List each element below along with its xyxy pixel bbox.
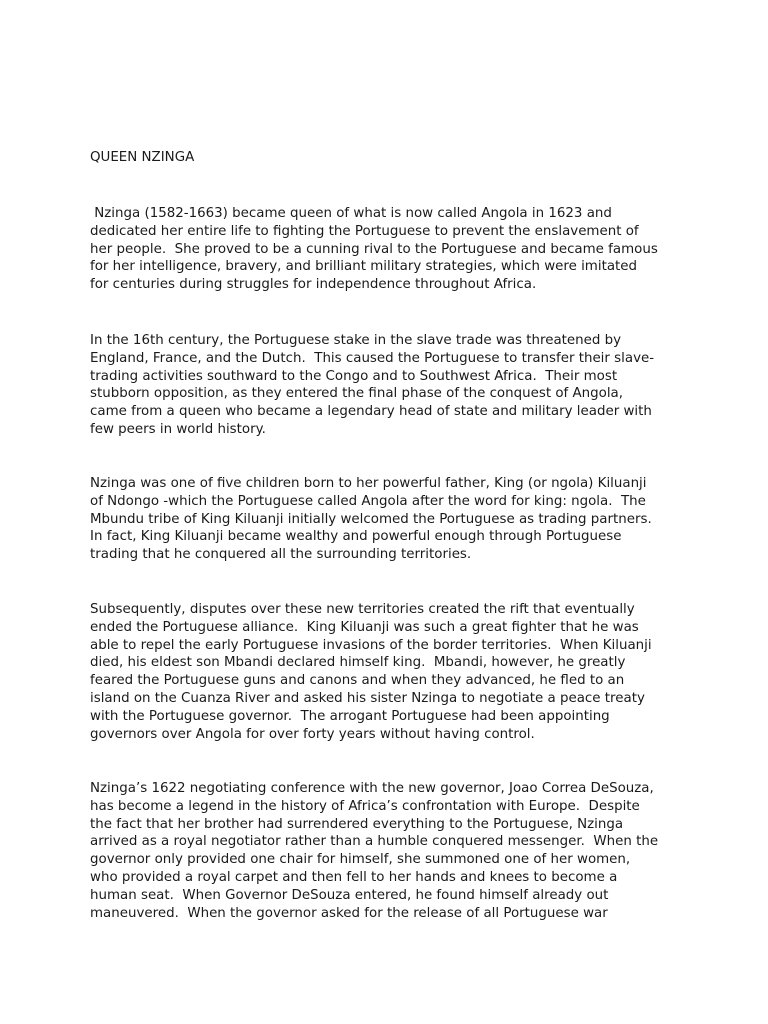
text-line: Nzinga was one of five children born to her powerful father, King (or ngola) Kiluanji <box>90 476 647 491</box>
text-line: ended the Portuguese alliance. King Kiluanji was such a great fighter that he was <box>90 619 639 635</box>
text-line: feared the Portuguese guns and canons and when they advanced, he fled to an <box>90 673 625 689</box>
text-line: trading that he conquered all the surrounding territories. <box>90 547 472 563</box>
paragraph-1 <box>90 205 690 294</box>
text-line: stubborn opposition, as they entered the final phase of the conquest of Angola, <box>90 386 624 402</box>
text-line: England, France, and the Dutch. This caused the Portuguese to transfer their slave- <box>90 350 655 366</box>
paragraph-3 <box>90 475 690 564</box>
text-line: maneuvered. When the governor asked for the release of all Portuguese war <box>90 905 608 921</box>
text-line: human seat. When Governor DeSouza entered, he found himself already out <box>90 887 609 903</box>
text-line: for her intelligence, bravery, and brilliant military strategies, which were imitated <box>90 259 638 275</box>
text-line: able to repel the early Portuguese invasions of the border territories. When Kiluanji <box>90 637 652 653</box>
text-line: In fact, King Kiluanji became wealthy and powerful enough through Portuguese <box>90 529 622 545</box>
document-title: QUEEN NZINGA <box>90 150 195 165</box>
text-line: governors over Angola for over forty years without having control. <box>90 726 535 742</box>
text-line: few peers in world history. <box>90 421 266 437</box>
text-line: has become a legend in the history of Africa’s confrontation with Europe. Despite <box>90 798 640 814</box>
paragraph-2 <box>90 332 690 439</box>
text-line: for centuries during struggles for independence throughout Africa. <box>90 277 537 293</box>
text-line: trading activities southward to the Congo and to Southwest Africa. Their most <box>90 368 618 384</box>
text-line: Subsequently, disputes over these new territories created the rift that eventually <box>90 602 635 617</box>
text-line: island on the Cuanza River and asked his sister Nzinga to negotiate a peace treaty <box>90 690 645 706</box>
text-line: dedicated her entire life to fighting the Portuguese to prevent the enslavement of <box>90 223 639 239</box>
text-line: the fact that her brother had surrendered everything to the Portuguese, Nzinga <box>90 816 624 832</box>
text-line: of Ndongo -which the Portuguese called Angola after the word for king: ngola. The <box>90 493 646 509</box>
text-line: Nzinga’s 1622 negotiating conference with the new governor, Joao Correa DeSouza, <box>90 781 654 796</box>
text-line: Nzinga (1582-1663) became queen of what is now called Angola in 1623 and <box>90 206 612 221</box>
text-line: who provided a royal carpet and then fell to her hands and knees to become a <box>90 869 618 885</box>
text-line: Mbundu tribe of King Kiluanji initially welcomed the Portuguese as trading partners. <box>90 511 652 527</box>
text-line: In the 16th century, the Portuguese stake in the slave trade was threatened by <box>90 333 622 348</box>
text-line: arrived as a royal negotiator rather than a humble conquered messenger. When the <box>90 834 659 850</box>
paragraph-5 <box>90 780 690 922</box>
text-line: came from a queen who became a legendary head of state and military leader with <box>90 404 652 420</box>
text-line: with the Portuguese governor. The arrogant Portuguese had been appointing <box>90 708 610 724</box>
text-line: her people. She proved to be a cunning rival to the Portuguese and became famous <box>90 241 658 257</box>
paragraph-4 <box>90 601 690 743</box>
text-line: died, his eldest son Mbandi declared himself king. Mbandi, however, he greatly <box>90 655 626 671</box>
text-line: governor only provided one chair for himself, she summoned one of her women, <box>90 852 631 868</box>
